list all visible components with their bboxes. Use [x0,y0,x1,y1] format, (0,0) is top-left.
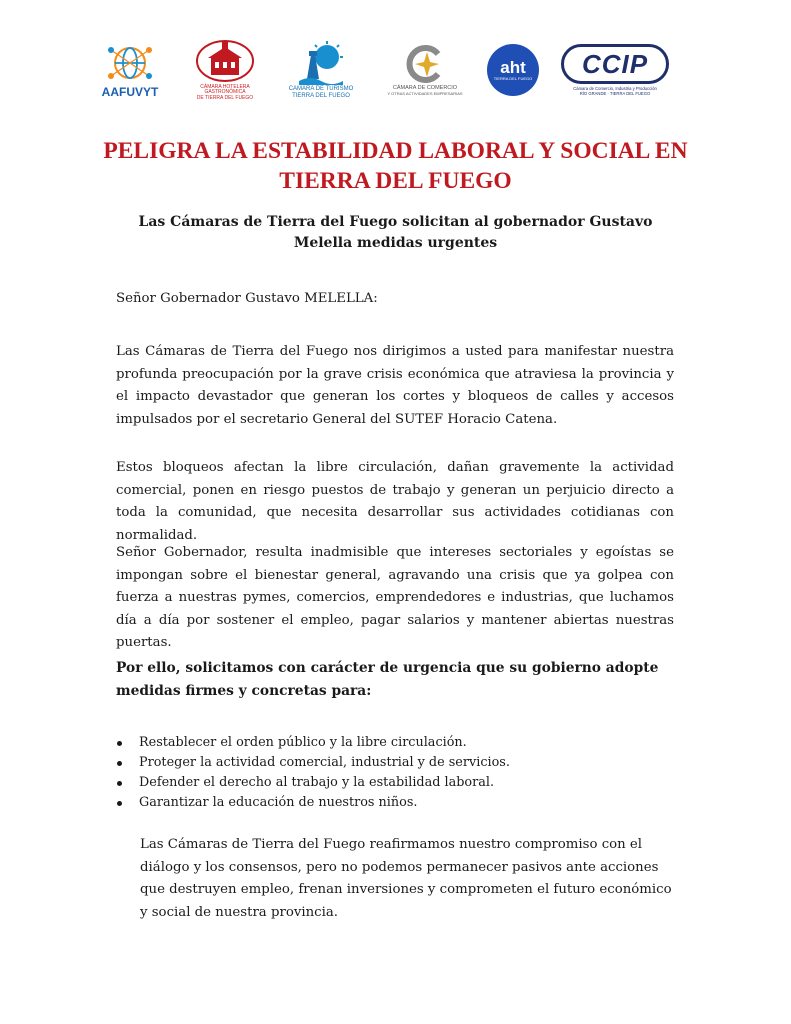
measures-list [116,733,676,813]
request-statement: Por ello, solicitamos con carácter de urgencia que su gobierno adopte medidas firmes y concretas para: [116,660,659,699]
aafuvyt-logo [95,30,165,110]
camara-turismo-caption-1: CAMARA DE TURISMO [288,86,354,93]
bullet-icon [117,801,122,806]
lighthouse-icon [299,41,343,85]
aafuvyt-caption: AAFUVYT [101,84,159,99]
salutation: Señor Gobernador Gustavo MELELLA: [116,291,378,306]
paragraph: Señor Gobernador, resulta inadmisible que intereses sectoriales y egoístas se impongan sobre el bienestar general, agravando una crisis que ya golpea con fuerza a nuestras pymes, comercios, emprendedores e industrias, que luchamos día a día por sostener el empleo, pagar salarios y mantener abiertas nuestras puertas. [116,545,674,650]
list-item [116,753,676,773]
paragraph: Estos bloqueos afectan la libre circulación, dañan gravemente la actividad comercial, ponen en riesgo puestos de trabajo y generan un perjuicio directo a toda la comunidad, que necesita desarrollar sus actividades cotidianas con normalidad. [116,460,674,543]
ccip-caption-1: Cámara de Comercio, Industria y Producción [573,86,657,92]
camara-hotelera-caption-2: DE TIERRA DEL FUEGO [196,94,254,101]
camara-comercio-caption-2: Y OTRAS ACTIVIDADES EMPRESARIAS [387,90,463,96]
ccip-text: CCIP [581,48,649,79]
list-item [116,733,676,753]
logos-header [95,30,685,110]
list-item-text: Proteger la actividad comercial, industrial y de servicios. [139,755,510,770]
closing-paragraph: Las Cámaras de Tierra del Fuego reafirmamos nuestro compromiso con el diálogo y los consensos, pero no podemos permanecer pasivos ante acciones que destruyen empleo, frenan inversiones y comprometen el futuro económico y social de nuestra provincia. [140,837,672,920]
bullet-icon [117,741,122,746]
aht-text: aht [500,58,526,77]
list-item-text: Restablecer el orden público y la libre circulación. [139,735,467,750]
camara-turismo-logo [285,30,357,110]
list-item [116,793,676,813]
ccip-badge [561,44,669,84]
star-c-icon [405,44,445,84]
bullet-icon [117,761,122,766]
list-item-text: Defender el derecho al trabajo y la estabilidad laboral. [139,775,495,790]
paragraph: Las Cámaras de Tierra del Fuego nos dirigimos a usted para manifestar nuestra profunda preocupación por la grave crisis económica que atraviesa la provincia y el impacto devastador que generan los cortes y bloqueos de calles y accesos impulsados por el secretario General del SUTEF Horacio Catena. [116,344,674,427]
camara-turismo-caption-2: TIERRA DEL FUEGO [292,92,350,99]
subtitle: Las Cámaras de Tierra del Fuego solicitan al gobernador Gustavo Melella medidas urgentes [138,214,653,251]
camara-hotelera-logo [190,30,260,110]
ccip-caption-2: RÍO GRANDE · TIERRA DEL FUEGO [579,90,651,96]
camara-hotelera-caption-1: CÁMARA HOTELERA GASTRONÓMICA [200,84,250,96]
list-item [116,773,676,793]
ccip-logo [557,30,673,110]
building-icon [195,39,255,83]
camara-comercio-logo [387,30,463,110]
bullet-icon [117,781,122,786]
camara-comercio-caption-1: CÁMARA DE COMERCIO [392,85,458,92]
aht-subtext: TIERRA DEL FUEGO [493,76,533,81]
page-title: PELIGRA LA ESTABILIDAD LABORAL Y SOCIAL EN TIERRA DEL FUEGO [103,138,688,194]
aht-badge [487,44,539,96]
globe-network-icon [107,42,153,84]
list-item-text: Garantizar la educación de nuestros niños. [139,795,418,810]
aht-logo [485,30,541,110]
